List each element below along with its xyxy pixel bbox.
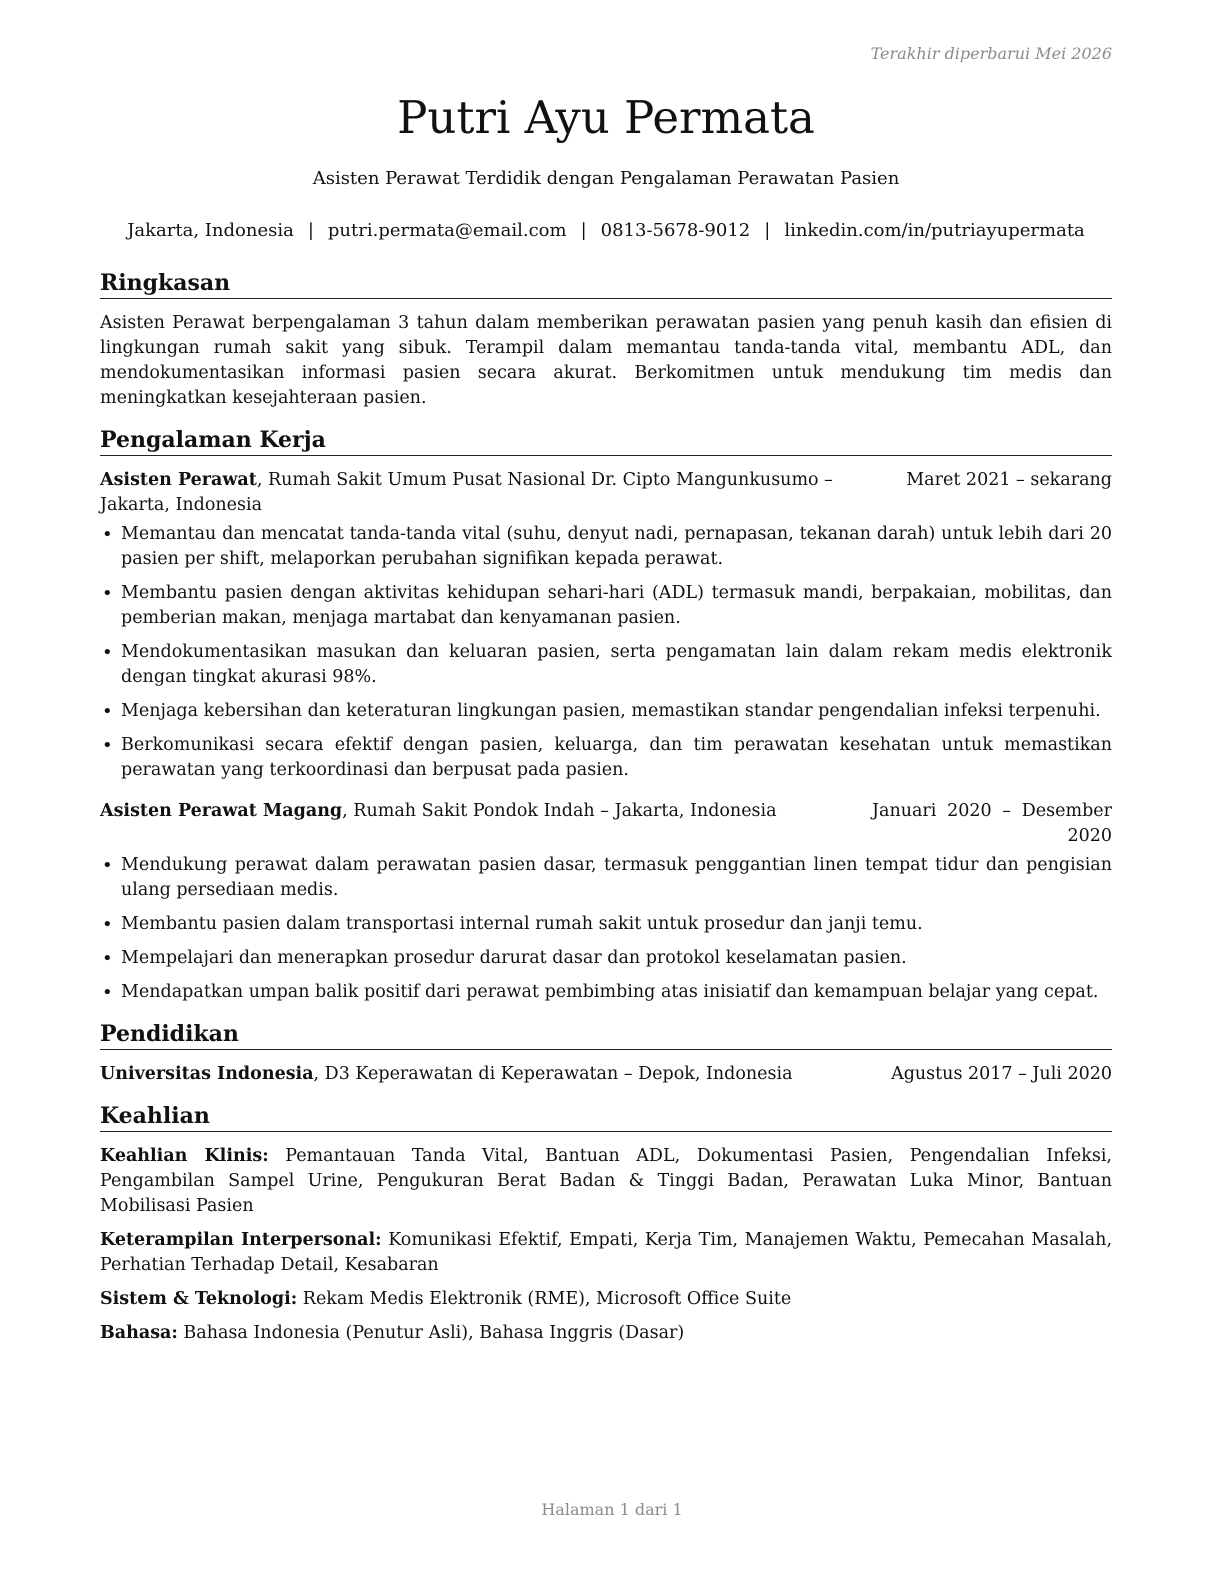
job-place: , Rumah Sakit Pondok Indah – Jakarta, Indonesia [342, 801, 777, 821]
contact-phone: 0813-5678-9012 [600, 220, 751, 241]
education-section [100, 1019, 1112, 1087]
job-entry [100, 799, 1112, 1005]
contact-separator: | [764, 220, 771, 241]
list-item: • Berkomunikasi secara efektif dengan pasien, keluarga, dan tim perawatan kesehatan untuk memastikan perawatan yang terkoordinasi dan berpusat pada pasien. [100, 733, 1112, 783]
page-number: Halaman 1 dari 1 [541, 1500, 683, 1519]
education-dates: Agustus 2017 – Juli 2020 [891, 1064, 1112, 1084]
skill-line [100, 1287, 1112, 1312]
list-item: • Mendukung perawat dalam perawatan pasien dasar, termasuk penggantian linen tempat tidur dan pengisian ulang persediaan medis. [100, 853, 1112, 903]
contact-linkedin[interactable]: linkedin.com/in/putriayupermata [784, 220, 1085, 241]
summary-text: Asisten Perawat berpengalaman 3 tahun dalam memberikan perawatan pasien yang penuh kasih dan efisien di lingkungan rumah sakit yang sibuk. Terampil dalam memantau tanda-tanda vital, membantu ADL, dan mendokumentasikan informasi pasien secara akurat. Berkomitmen untuk mendukung tim medis dan meningkatkan kesejahteraan pasien. [100, 313, 1112, 408]
list-item: • Menjaga kebersihan dan keteraturan lingkungan pasien, memastikan standar pengendalian infeksi terpenuhi. [100, 699, 1112, 724]
education-entry [100, 1062, 1112, 1087]
summary-section [100, 268, 1112, 411]
experience-section [100, 425, 1112, 1005]
job-dates: Januari 2020 – Desember 2020 [872, 801, 1112, 846]
resume-content [100, 268, 1112, 1355]
skill-text: Rekam Medis Elektronik (RME), Microsoft Office Suite [297, 1289, 792, 1309]
job-title-line [100, 468, 906, 518]
education-line [100, 1062, 891, 1087]
job-place: , Rumah Sakit Umum Pusat Nasional Dr. Cipto Mangunkusumo – Jakarta, Indonesia [100, 470, 833, 515]
contact-separator: | [580, 220, 587, 241]
job-bullets [100, 853, 1112, 1005]
school-name: Universitas Indonesia [100, 1064, 314, 1084]
job-title-line [100, 799, 872, 849]
skill-text: Bahasa Indonesia (Penutur Asli), Bahasa Inggris (Dasar) [177, 1323, 685, 1343]
list-item: • Mempelajari dan menerapkan prosedur darurat dasar dan protokol keselamatan pasien. [100, 946, 1112, 971]
section-title-summary: Ringkasan [100, 268, 1112, 299]
skill-text: Pemantauan Tanda Vital, Bantuan ADL, Dokumentasi Pasien, Pengendalian Infeksi, Pengambilan Sampel Urine, Pengukuran Berat Badan & Tinggi Badan, Perawatan Luka Minor, Bantuan Mobilisasi Pasien [100, 1146, 1112, 1216]
skill-label: Sistem & Teknologi: [100, 1289, 298, 1309]
job-entry [100, 468, 1112, 783]
contact-separator: | [307, 220, 314, 241]
skill-line [100, 1144, 1112, 1219]
skill-line [100, 1321, 1112, 1346]
skills-section [100, 1101, 1112, 1346]
candidate-name: Putri Ayu Permata [397, 91, 815, 144]
job-role: Asisten Perawat Magang [100, 801, 343, 821]
contact-email[interactable]: putri.permata@email.com [327, 220, 567, 241]
contact-line [100, 218, 1112, 244]
section-title-education: Pendidikan [100, 1019, 1112, 1050]
list-item: • Mendokumentasikan masukan dan keluaran pasien, serta pengamatan lain dalam rekam medis elektronik dengan tingkat akurasi 98%. [100, 640, 1112, 690]
last-updated: Terakhir diperbarui Mei 2026 [870, 44, 1112, 63]
section-title-skills: Keahlian [100, 1101, 1112, 1132]
contact-location: Jakarta, Indonesia [127, 220, 294, 241]
tagline: Asisten Perawat Terdidik dengan Pengalaman Perawatan Pasien [312, 168, 900, 189]
skill-label: Bahasa: [100, 1323, 178, 1343]
job-dates: Maret 2021 – sekarang [906, 470, 1112, 490]
degree-detail: , D3 Keperawatan di Keperawatan – Depok, Indonesia [313, 1064, 793, 1084]
skill-line [100, 1228, 1112, 1278]
job-header [100, 468, 1112, 518]
list-item: • Membantu pasien dalam transportasi internal rumah sakit untuk prosedur dan janji temu. [100, 912, 1112, 937]
list-item: • Memantau dan mencatat tanda-tanda vital (suhu, denyut nadi, pernapasan, tekanan darah) untuk lebih dari 20 pasien per shift, melaporkan perubahan signifikan kepada perawat. [100, 522, 1112, 572]
skill-label: Keahlian Klinis: [100, 1146, 269, 1166]
skill-label: Keterampilan Interpersonal: [100, 1230, 382, 1250]
list-item: • Membantu pasien dengan aktivitas kehidupan sehari-hari (ADL) termasuk mandi, berpakaian, mobilitas, dan pemberian makan, menjaga martabat dan kenyamanan pasien. [100, 581, 1112, 631]
list-item: • Mendapatkan umpan balik positif dari perawat pembimbing atas inisiatif dan kemampuan belajar yang cepat. [100, 980, 1112, 1005]
job-bullets [100, 522, 1112, 783]
job-role: Asisten Perawat [100, 470, 257, 490]
skill-text: Komunikasi Efektif, Empati, Kerja Tim, Manajemen Waktu, Pemecahan Masalah, Perhatian Terhadap Detail, Kesabaran [100, 1230, 1113, 1275]
section-title-experience: Pengalaman Kerja [100, 425, 1112, 456]
job-header [100, 799, 1112, 849]
